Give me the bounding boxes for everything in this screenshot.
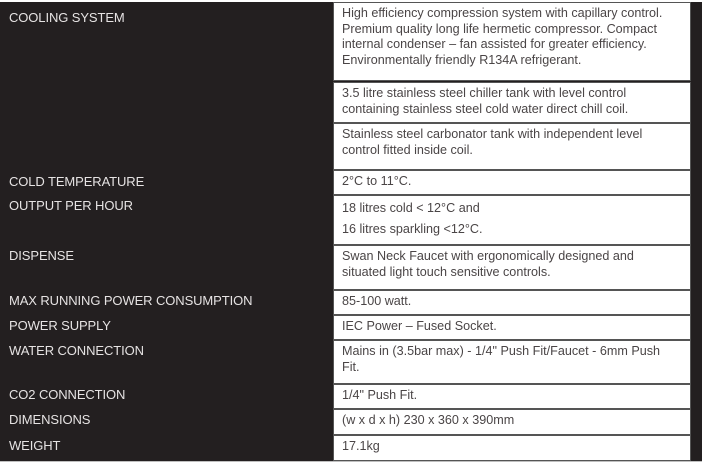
value-weight [333,435,691,461]
text-line: 18 litres cold < 12°C and [342,201,480,215]
text-line: containing stainless steel cold water direct chill coil. [342,101,629,116]
label-cold-temperature: COLD TEMPERATURE [9,174,145,189]
text-line: 17.1kg [342,439,380,453]
label-max-running-power: MAX RUNNING POWER CONSUMPTION [9,293,253,308]
text-line: Stainless steel carbonator tank with independent level [342,127,643,141]
text-line: 3.5 litre stainless steel chiller tank with level control [342,86,627,100]
value-dimensions [333,409,691,435]
label-dispense: DISPENSE [9,248,74,263]
text-line: internal condenser – fan assisted for greater efficiency. [342,37,647,51]
value-co2-connection [333,384,691,409]
value-dispense [333,245,691,290]
label-water-connection: WATER CONNECTION [9,343,144,358]
text-line: 2°C to 11°C. [342,174,412,188]
label-weight: WEIGHT [9,438,61,453]
value-output-per-hour [333,195,691,245]
text-line: 1/4" Push Fit. [342,388,418,402]
text-line: situated light touch sensitive controls. [342,264,551,279]
text-line: control fitted inside coil. [342,142,473,157]
text-line: 16 litres sparkling <12°C. [342,222,483,236]
label-cooling-system: COOLING SYSTEM [9,10,125,25]
value-cooling-system-carbonator [333,123,691,170]
text-line: IEC Power – Fused Socket. [342,319,497,333]
text-line: Premium quality long life hermetic compressor. Compact [342,21,657,36]
specifications-table [0,2,702,461]
text-line: 85-100 watt. [342,294,412,308]
text-line: Mains in (3.5bar max) - 1/4" Push Fit/Faucet - 6mm Push [342,344,661,358]
label-power-supply: POWER SUPPLY [9,318,111,333]
text-line: High efficiency compression system with capillary control. [342,6,663,20]
value-cold-temperature [333,170,691,195]
text-line: (w x d x h) 230 x 360 x 390mm [342,413,515,427]
value-max-running-power [333,290,691,315]
label-co2-connection: CO2 CONNECTION [9,387,126,402]
text-line: Swan Neck Faucet with ergonomically designed and [342,249,634,263]
label-output-per-hour: OUTPUT PER HOUR [9,198,133,213]
text-line: Environmentally friendly R134A refrigerant. [342,52,582,67]
label-dimensions: DIMENSIONS [9,412,91,427]
value-cooling-system-chiller-tank [333,82,691,123]
text-line: Fit. [342,359,360,374]
value-cooling-system-compressor [333,2,691,81]
value-water-connection [333,340,691,384]
value-power-supply [333,315,691,340]
